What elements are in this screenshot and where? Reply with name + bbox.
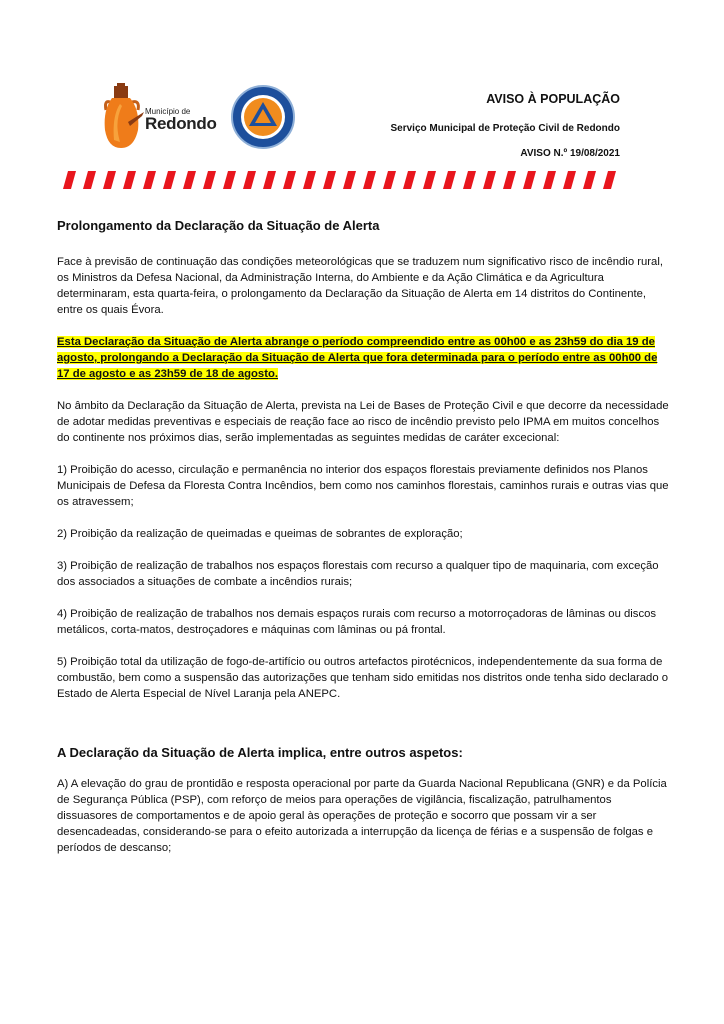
warning-stripe [62,171,622,189]
notice-title: AVISO À POPULAÇÃO [486,92,620,106]
intro-paragraph: Face à previsão de continuação das condições meteorológicas que se traduzem num significativo risco de incêndio rural, os Ministros da Defesa Nacional, da Administração Interna, do Ambiente e da Ação Climática e da Agricultura determinaram, esta quarta-feira, o prolongamento da Declaração da Situação de Alerta em 14 distritos do Continente, entre os quais Évora. [57,256,663,316]
notice-header [0,0,724,200]
highlight-paragraph [57,334,673,382]
municipality-name: Redondo [145,114,217,133]
notice-number: AVISO N.º 19/08/2021 [520,148,620,159]
implication-item: A) A elevação do grau de prontidão e resposta operacional por parte da Guarda Nacional Republicana (GNR) e da Polícia de Segurança Pública (PSP), com reforço de meios para operações de vigilância, fiscalização, patrulhamentos dissuasores de comportamentos e de apoio geral às operações de proteção e socorro que possam vir a ser desencadeadas, considerando-se para o efeito autorizada a interrupção da licença de férias e a suspensão de folgas e períodos de descanso; [57,778,667,854]
civil-protection-emblem [230,84,296,150]
municipality-jug-logo [100,82,146,152]
notice-body [57,218,673,872]
context-paragraph: No âmbito da Declaração da Situação de Alerta, prevista na Lei de Bases de Proteção Civil e que decorre da necessidade de adotar medidas preventivas e especiais de reação face ao risco de incêndio previsto pelo IPMA em muitos concelhos do continente nos próximos dias, serão implementadas as seguintes medidas de caráter excecional: [57,400,669,444]
municipality-logo [100,82,230,152]
main-heading: Prolongamento da Declaração da Situação de Alerta [57,218,380,233]
service-name: Serviço Municipal de Proteção Civil de Redondo [390,123,620,134]
measure-item: 5) Proibição total da utilização de fogo-de-artifício ou outros artefactos pirotécnicos, independentemente da sua forma de combustão, bem como a suspensão das autorizações que tenham sido emitidas nos distritos onde tenha sido declarado o Estado de Alerta Especial de Nível Laranja pela ANEPC. [57,656,669,700]
measure-item: 3) Proibição de realização de trabalhos nos espaços florestais com recurso a qualquer tipo de maquinaria, com exceção dos associados a situações de combate a incêndios rurais; [57,560,659,588]
civil-protection-emblem-icon [230,84,296,150]
measure-item: 1) Proibição do acesso, circulação e permanência no interior dos espaços florestais previamente definidos nos Planos Municipais de Defesa da Floresta Contra Incêndios, bem como nos caminhos florestais, caminhos rurais e outras vias que os atravessem; [57,464,669,508]
highlighted-text: Esta Declaração da Situação de Alerta abrange o período compreendido entre as 00h00 e as 23h59 do dia 19 de agosto, prolongando a Declaração da Situação de Alerta que fora determinada para o período entre as 00h00 de 17 de agosto e as 23h59 de 18 de agosto. [57,336,658,380]
measure-item: 4) Proibição de realização de trabalhos nos demais espaços rurais com recurso a motorroçadoras de lâminas ou discos metálicos, corta-matos, destroçadores e máquinas com lâminas ou pá frontal. [57,608,657,636]
municipality-label: Município de [145,107,191,116]
section-heading: A Declaração da Situação de Alerta implica, entre outros aspetos: [57,745,463,760]
measure-item: 2) Proibição da realização de queimadas e queimas de sobrantes de exploração; [57,528,463,540]
